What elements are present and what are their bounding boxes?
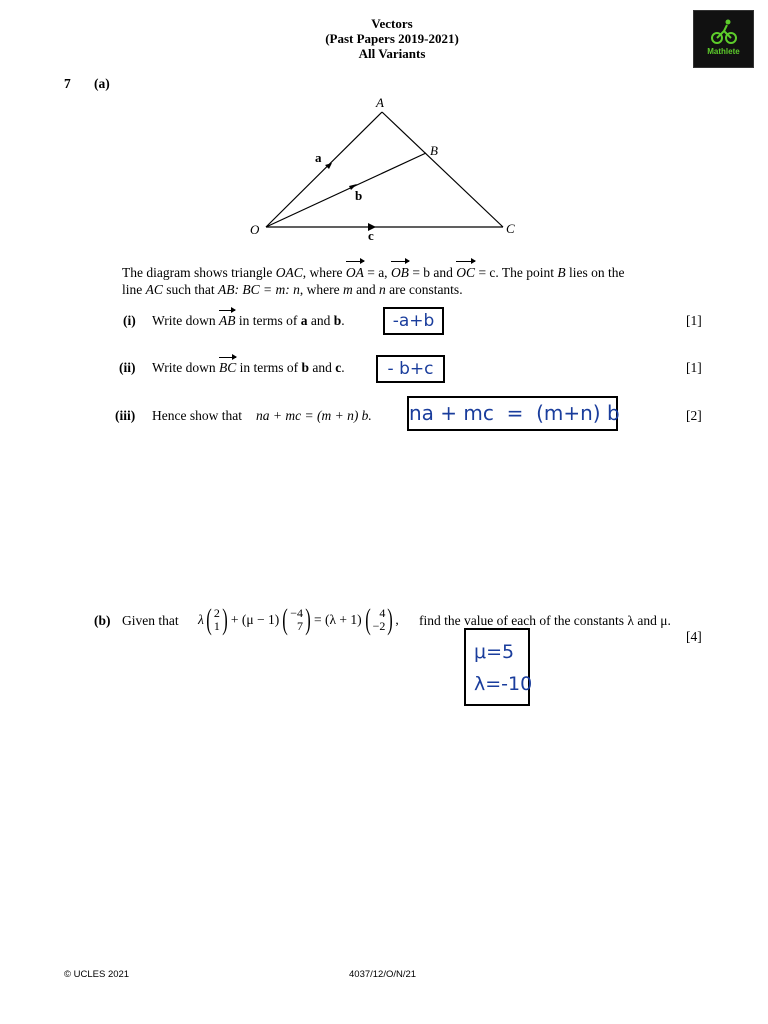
logo-text: Mathlete: [707, 47, 740, 56]
label-A: A: [376, 95, 384, 110]
part-a-label: (a): [94, 76, 110, 91]
line-AC: [382, 112, 503, 227]
answer-lambda: λ=-10: [474, 673, 533, 695]
subpart-ii-text: Write down BC in terms of b and c.: [152, 360, 345, 375]
label-B: B: [430, 143, 438, 158]
vector-BC: BC: [218, 360, 237, 375]
triangle-diagram: [240, 92, 530, 244]
vector-OB: OB: [390, 265, 409, 280]
marks-b: [4]: [686, 629, 702, 644]
part-b-label: (b): [94, 613, 111, 628]
answer-box-i: -a+b: [383, 307, 444, 335]
part-b-find: find the value of each of the constants λ and μ.: [419, 613, 671, 628]
label-vec-a: a: [315, 150, 322, 165]
subpart-iii-label: (iii): [115, 408, 136, 423]
lambda-symbol: λ: [198, 612, 204, 627]
vector-equation: λ ( 2 1 ) + (μ − 1) ( −4 7 ) = (λ + 1) ( 4 −2 ) ,: [198, 603, 399, 636]
question-number: 7: [64, 76, 71, 91]
line-OB: [266, 153, 426, 227]
header-line-2: (Past Papers 2019-2021): [325, 31, 459, 46]
subpart-iii-expression: na + mc = (m + n) b.: [256, 408, 372, 423]
label-vec-c: c: [368, 228, 374, 243]
vector-AB: AB: [218, 313, 236, 328]
label-C: C: [506, 221, 515, 236]
marks-iii: [2]: [686, 408, 702, 423]
footer-copyright: © UCLES 2021: [64, 969, 130, 980]
header-line-3: All Variants: [358, 46, 426, 61]
footer-paper-code: 4037/12/O/N/21: [349, 969, 417, 980]
subpart-i-label: (i): [123, 313, 136, 328]
column-vector-1: 2 1: [213, 606, 220, 633]
answer-box-iii: na + mc = (m+n) b: [407, 396, 618, 431]
column-vector-3: 4 −2: [372, 606, 386, 633]
line-OA: [266, 112, 382, 227]
marks-ii: [1]: [686, 360, 702, 375]
subpart-ii-label: (ii): [119, 360, 136, 375]
subpart-i-text: Write down AB in terms of a and b.: [152, 313, 345, 328]
label-vec-b: b: [355, 188, 363, 203]
mathlete-logo: [693, 10, 754, 68]
intro-paragraph: The diagram shows triangle OAC, where OA = a, OB = b and OC = c. The point B lies on the line AC such that AB: BC = m: n, where m and n are constants.: [122, 265, 625, 297]
vector-OC: OC: [456, 265, 476, 280]
answer-mu: μ=5: [474, 641, 515, 663]
cyclist-icon: [694, 11, 753, 67]
vector-OA: OA: [345, 265, 364, 280]
answer-box-b: [464, 628, 533, 706]
label-O: O: [250, 222, 260, 237]
subpart-iii-text: Hence show that: [152, 408, 242, 423]
answer-box-ii: - b+c: [376, 355, 445, 383]
header-title: [0, 16, 768, 61]
column-vector-2: −4 7: [290, 606, 303, 633]
marks-i: [1]: [686, 313, 702, 328]
header-line-1: Vectors: [371, 16, 413, 31]
part-b-given: Given that: [122, 613, 179, 628]
